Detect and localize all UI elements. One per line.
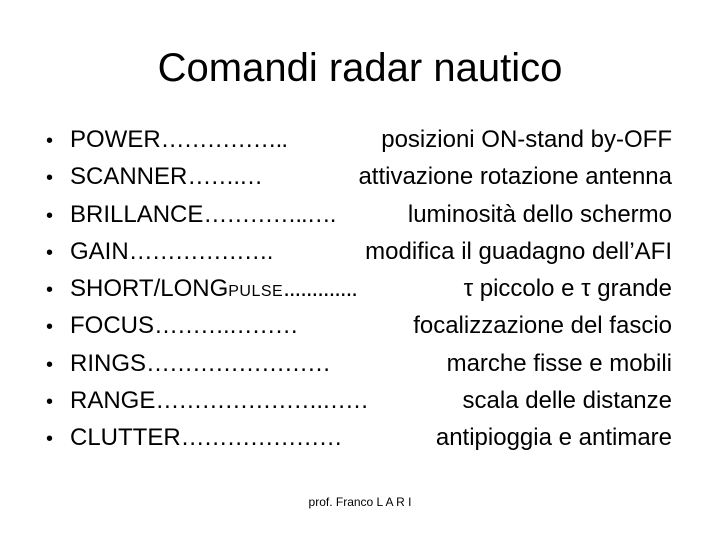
command-name: RINGS bbox=[70, 349, 147, 377]
footer-credit: prof. Franco L A R I bbox=[308, 495, 412, 509]
bullet-icon: • bbox=[46, 353, 54, 376]
bullet-icon: • bbox=[46, 316, 54, 339]
leader-dots: ………………… bbox=[180, 424, 342, 452]
command-description: antipioggia e antimare bbox=[435, 424, 672, 452]
command-description: attivazione rotazione antenna bbox=[358, 163, 672, 191]
command-description: scala delle distanze bbox=[462, 387, 672, 415]
leader-dots: …….… bbox=[187, 163, 263, 191]
command-description: luminosità dello schermo bbox=[407, 200, 672, 228]
slide-title: Comandi radar nautico bbox=[157, 46, 563, 90]
command-name: CLUTTER bbox=[70, 424, 181, 452]
leader-dots: ……….……… bbox=[154, 312, 298, 340]
list-item-focus bbox=[46, 312, 672, 349]
command-name: SCANNER bbox=[70, 163, 188, 191]
command-description: modifica il guadagno dell’AFI bbox=[365, 237, 672, 265]
command-name: POWER bbox=[70, 126, 161, 153]
bullet-icon: • bbox=[46, 391, 54, 414]
bullet-icon: • bbox=[46, 130, 54, 152]
bullet-icon: • bbox=[46, 167, 54, 190]
command-name: SHORT/LONG bbox=[70, 275, 229, 303]
command-description: τ piccolo e τ grande bbox=[463, 275, 672, 303]
command-list bbox=[46, 126, 672, 462]
leader-dots: ………………. bbox=[128, 237, 273, 265]
list-item-range bbox=[46, 387, 672, 424]
list-item-power bbox=[46, 126, 672, 163]
leader-dots: ............. bbox=[283, 275, 357, 303]
command-description: marche fisse e mobili bbox=[446, 349, 672, 377]
command-description: focalizzazione del fascio bbox=[413, 312, 672, 340]
list-item-rings bbox=[46, 350, 672, 387]
command-name: GAIN bbox=[70, 237, 129, 265]
command-name-small: PULSE bbox=[228, 283, 284, 301]
command-description: posizioni ON-stand by-OFF bbox=[381, 126, 672, 153]
leader-dots: …………..…. bbox=[203, 200, 336, 228]
leader-dots: …………………… bbox=[146, 349, 331, 377]
leader-dots: ………………….…… bbox=[155, 387, 369, 415]
bullet-icon: • bbox=[46, 241, 54, 264]
leader-dots: …………….. bbox=[160, 126, 288, 153]
command-name: FOCUS bbox=[70, 312, 154, 340]
command-name: BRILLANCE bbox=[70, 200, 204, 228]
list-item-brillance bbox=[46, 201, 672, 238]
bullet-icon: • bbox=[46, 279, 54, 302]
list-item-clutter bbox=[46, 424, 672, 461]
list-item-scanner bbox=[46, 163, 672, 200]
list-item-short-long-pulse bbox=[46, 275, 672, 312]
command-name: RANGE bbox=[70, 387, 156, 415]
bullet-icon: • bbox=[46, 204, 54, 227]
list-item-gain bbox=[46, 238, 672, 275]
bullet-icon: • bbox=[46, 428, 54, 451]
